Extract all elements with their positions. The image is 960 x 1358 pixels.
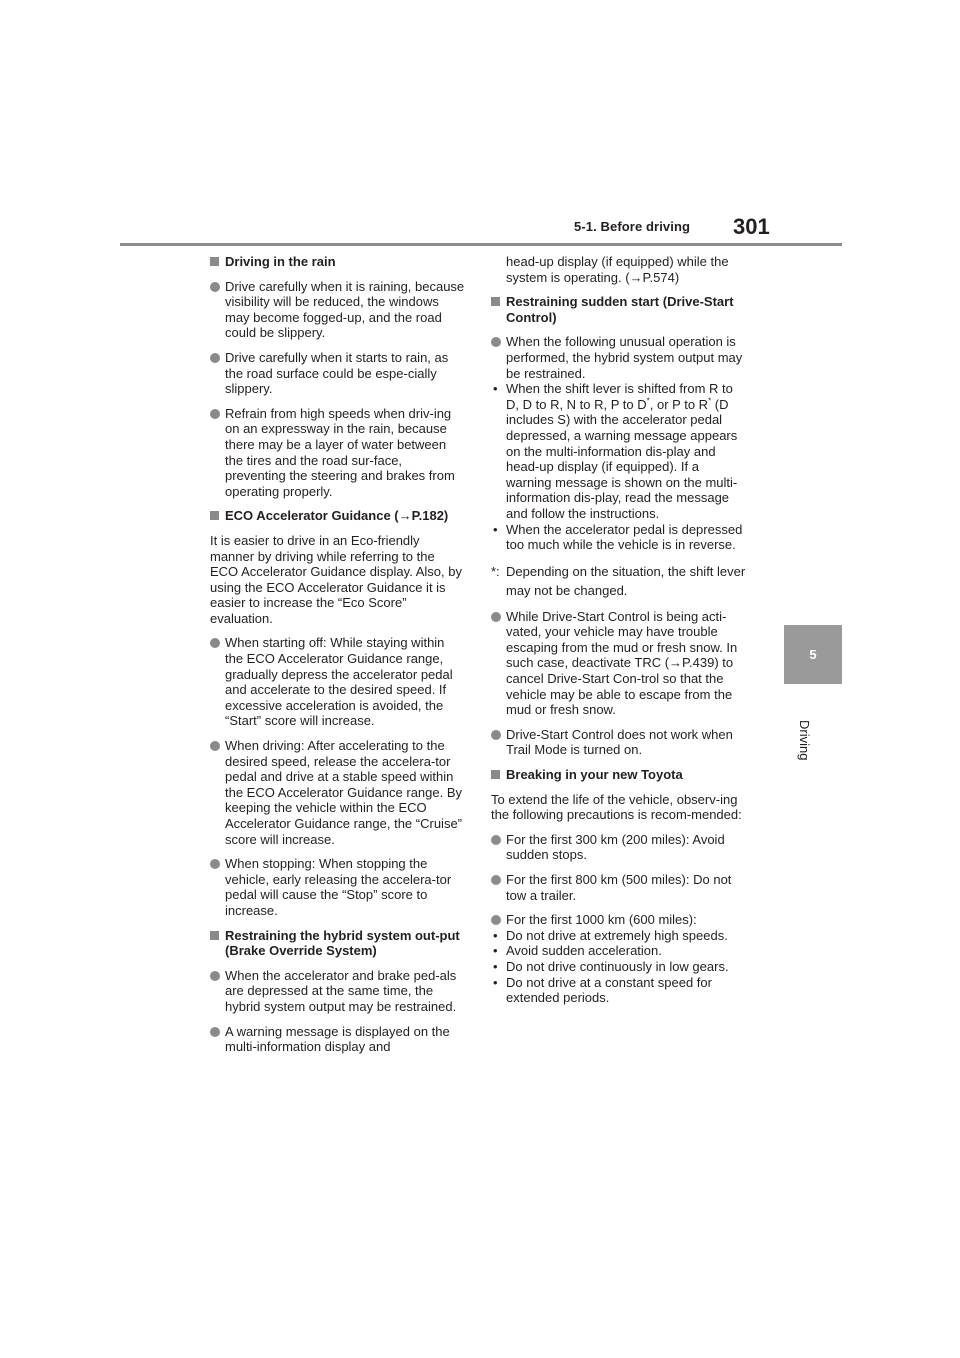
sub-text: (D includes S) with the accelerator pedal depressed, a warning message appears on the multi-information dis-play and head-up display (if equipped). If a warning message is shown on the multi-information dis-play, read the message and follow the instructions. (506, 396, 738, 521)
square-bullet-icon (210, 931, 219, 940)
sub-text: Do not drive at extremely high speeds. (506, 927, 728, 943)
circle-bullet-icon (491, 612, 501, 622)
section-heading (210, 928, 466, 959)
dot-bullet-icon: • (493, 958, 498, 974)
section-heading (491, 294, 747, 325)
bullet-item (210, 350, 466, 397)
bullet-item (491, 609, 747, 718)
dot-bullet-icon: • (493, 381, 498, 397)
bullet-continuation: head-up display (if equipped) while the system is operating. (→P.574) (506, 254, 729, 285)
bullet-item (210, 738, 466, 847)
bullet-item (210, 635, 466, 729)
circle-bullet-icon (491, 730, 501, 740)
sub-text: Do not drive at a constant speed for extended periods. (506, 974, 712, 1006)
bullet-text: When the following unusual operation is performed, the hybrid system output may be restrained. (506, 334, 743, 381)
bullet-item (491, 872, 747, 903)
bullet-text: Refrain from high speeds when driv-ing on an expressway in the rain, because there may be a layer of water between the tires and the road sur-face, preventing the steering and brakes from operating properly. (225, 405, 455, 499)
circle-bullet-icon (491, 835, 501, 845)
circle-bullet-icon (491, 915, 501, 925)
square-bullet-icon (491, 770, 500, 779)
sub-item (491, 928, 747, 944)
right-column (491, 254, 747, 1015)
header-divider (120, 243, 842, 246)
bullet-item (491, 832, 747, 863)
section-title: 5-1. Before driving (574, 219, 691, 234)
bullet-item (210, 968, 466, 1015)
bullet-text: When driving: After accelerating to the desired speed, release the accelera-tor pedal and drive at a stable speed within the ECO Accelerator Guidance range. By keeping the vehicle within the ECO Accelerator Guidance range, the “Cruise” score will increase. (225, 738, 463, 847)
bullet-text: Drive-Start Control does not work when Trail Mode is turned on. (506, 726, 733, 758)
bullet-text: When the accelerator and brake ped-als are depressed at the same time, the hybrid system output may be restrained. (225, 967, 457, 1014)
square-bullet-icon (491, 297, 500, 306)
bullet-text: For the first 300 km (200 miles): Avoid sudden stops. (506, 831, 725, 863)
sub-text: When the accelerator pedal is depressed too much while the vehicle is in reverse. (506, 521, 743, 553)
footnote-ref: * (646, 396, 650, 406)
bullet-text: When stopping: When stopping the vehicle, early releasing the accelera-tor pedal will cause the “Stop” score to increase. (225, 856, 452, 918)
paragraph: To extend the life of the vehicle, observ-ing the following precautions is recom-mended: (491, 791, 742, 823)
circle-bullet-icon (491, 875, 501, 885)
sub-item (491, 975, 747, 1006)
circle-bullet-icon (210, 971, 220, 981)
dot-bullet-icon: • (493, 943, 498, 959)
bullet-text: For the first 800 km (500 miles): Do not tow a trailer. (506, 872, 732, 903)
sub-list (491, 381, 747, 553)
bullet-item (491, 334, 747, 381)
square-bullet-icon (210, 511, 219, 520)
circle-bullet-icon (210, 409, 220, 419)
left-column (210, 254, 466, 1064)
heading-text: ECO Accelerator Guidance (→P.182) (225, 508, 449, 524)
bullet-text: Drive carefully when it is raining, because visibility will be reduced, the windows may become fogged-up, and the road could be slippery. (225, 278, 465, 341)
sub-item (491, 522, 747, 553)
sub-text: Avoid sudden acceleration. (506, 943, 662, 959)
square-bullet-icon (210, 257, 219, 266)
dot-bullet-icon: • (493, 927, 498, 943)
circle-bullet-icon (210, 353, 220, 363)
page-number: 301 (733, 214, 770, 239)
bullet-text: While Drive-Start Control is being acti-vated, your vehicle may have trouble escaping from the mud or fresh snow. In such case, deactivate TRC (→P.439) to cancel Drive-Start Con-trol so that the vehicle may be able to escape from the mud or fresh snow. (506, 608, 738, 718)
circle-bullet-icon (210, 859, 220, 869)
bullet-text: For the first 1000 km (600 miles): (506, 912, 697, 928)
circle-bullet-icon (491, 337, 501, 347)
bullet-item (491, 912, 747, 928)
sub-text: , or P to R (649, 396, 709, 412)
circle-bullet-icon (210, 282, 220, 292)
bullet-item (210, 856, 466, 918)
chapter-label: Driving (797, 720, 812, 761)
bullet-item (210, 406, 466, 500)
sub-item (491, 943, 747, 959)
footnote (491, 562, 747, 600)
sub-item (491, 381, 747, 521)
heading-text: Restraining sudden start (Drive-Start Control) (506, 294, 734, 325)
sub-text: Do not drive continuously in low gears. (506, 958, 729, 974)
circle-bullet-icon (210, 1027, 220, 1037)
section-heading (491, 767, 747, 783)
footnote-text: Depending on the situation, the shift lever may not be changed. (506, 563, 746, 598)
bullet-text: A warning message is displayed on the multi-information display and (225, 1023, 450, 1055)
footnote-mark: *: (491, 563, 500, 579)
bullet-item (210, 279, 466, 341)
sub-item (491, 959, 747, 975)
circle-bullet-icon (210, 638, 220, 648)
bullet-item (210, 1024, 466, 1055)
chapter-number: 5 (809, 647, 817, 662)
bullet-text: When starting off: While staying within the ECO Accelerator Guidance range, gradually depress the accelerator pedal and accelerate to the desired speed. If excessive acceleration is avoided, the “Start” score will increase. (225, 635, 453, 729)
section-heading (210, 254, 466, 270)
bullet-text: Drive carefully when it starts to rain, as the road surface could be espe-cially slippery. (225, 349, 449, 397)
footnote-ref: * (708, 396, 712, 406)
heading-text: Restraining the hybrid system out-put (Brake Override System) (225, 927, 460, 959)
paragraph: It is easier to drive in an Eco-friendly manner by driving while referring to the ECO Accelerator Guidance display. Also, by using the ECO Accelerator Guidance it is easier to increase the “Eco Score” evaluation. (210, 532, 462, 626)
heading-text: Breaking in your new Toyota (506, 767, 683, 783)
sub-list (491, 928, 747, 1006)
dot-bullet-icon: • (493, 974, 498, 990)
heading-text: Driving in the rain (225, 254, 336, 269)
chapter-tab (784, 625, 842, 684)
bullet-item (491, 727, 747, 758)
dot-bullet-icon: • (493, 521, 498, 537)
circle-bullet-icon (210, 741, 220, 751)
sub-text: When the shift lever is shifted from R to D, D to R, N to R, P to D (506, 381, 733, 412)
section-heading (210, 508, 466, 524)
